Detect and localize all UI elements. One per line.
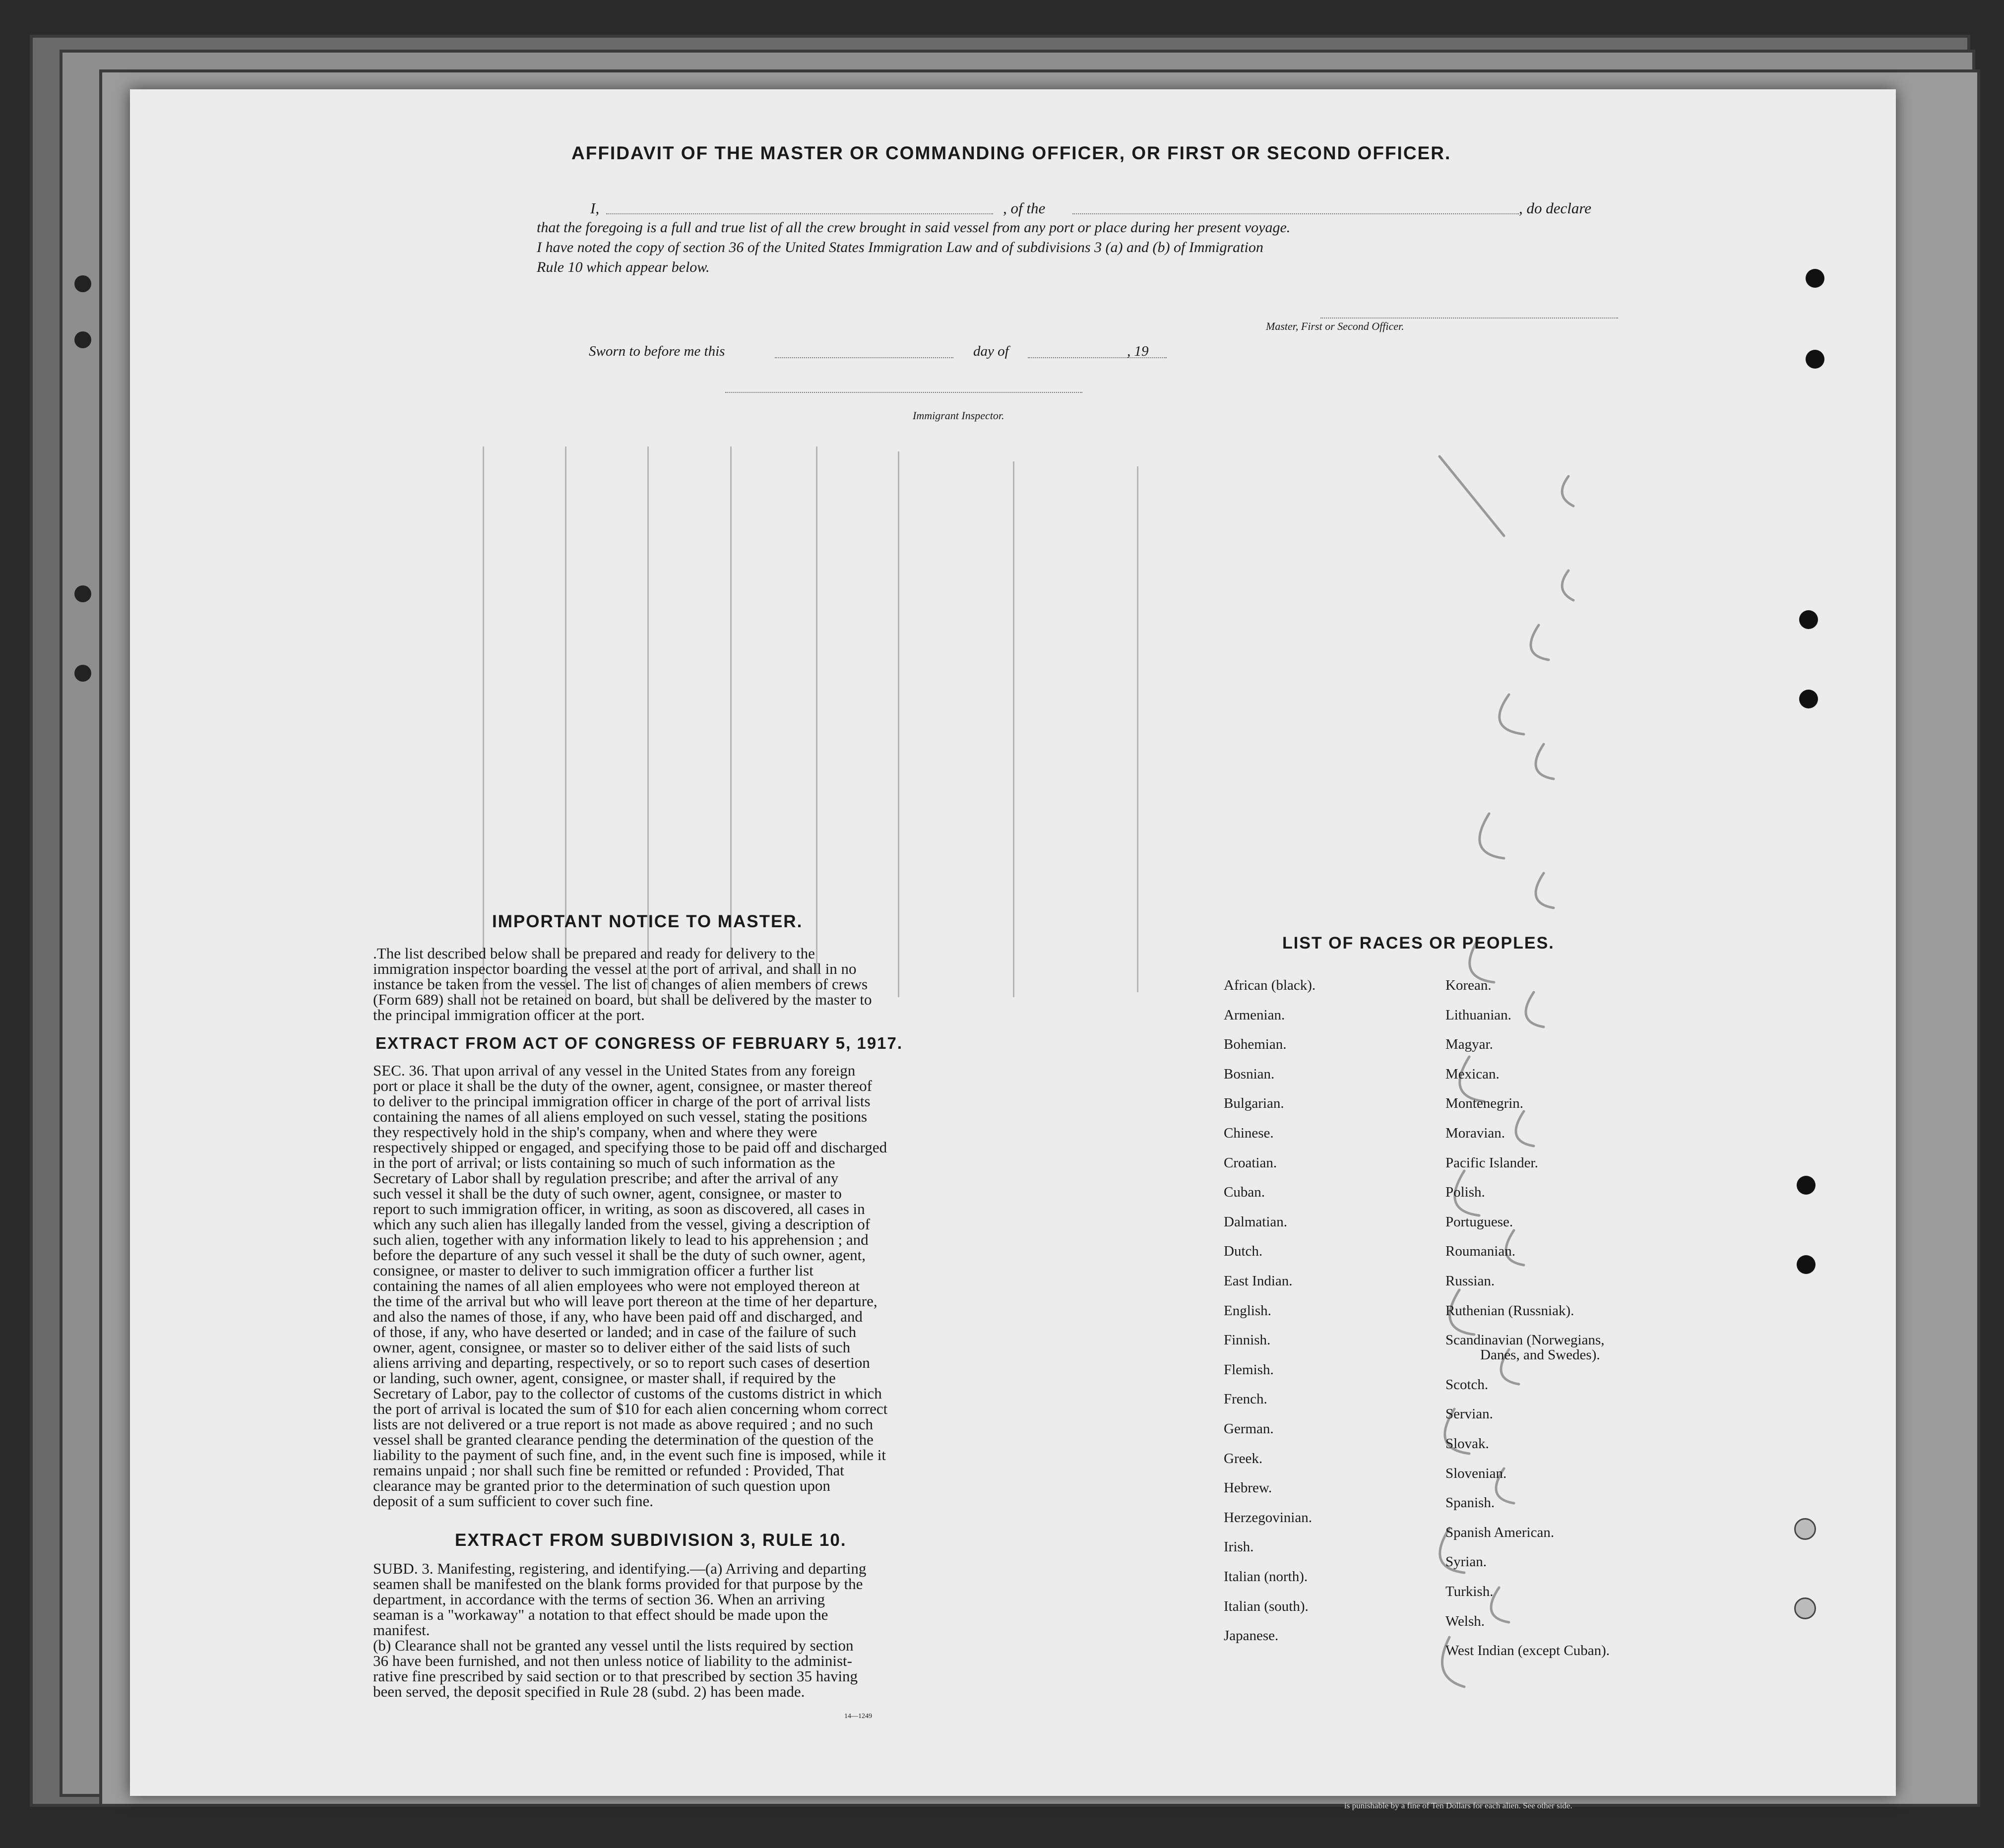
race-item: East Indian. xyxy=(1224,1273,1293,1289)
race-item: Ruthenian (Russniak). xyxy=(1445,1302,1574,1319)
act-line: report to such immigration officer, in writing, as soon as discovered, all cases in xyxy=(373,1200,865,1217)
act-line: such vessel it shall be the duty of such owner, agent, consignee, or master to xyxy=(373,1185,842,1202)
act-line: to deliver to the principal immigration officer in charge of the port of arrival lists xyxy=(373,1092,871,1110)
race-item: Dutch. xyxy=(1224,1243,1263,1260)
race-item: African (black). xyxy=(1224,977,1316,993)
act-line: they respectively hold in the ship's company, when and where they were xyxy=(373,1123,817,1141)
notice-title: IMPORTANT NOTICE TO MASTER. xyxy=(492,912,803,931)
vessel-blank-line xyxy=(1072,213,1519,214)
act-line: the port of arrival is located the sum of $10 for each alien concerning whom correct xyxy=(373,1400,888,1417)
race-item: Croatian. xyxy=(1224,1154,1277,1171)
act-line: of those, if any, who have deserted or landed; and in case of the failure of such xyxy=(373,1323,857,1340)
binder-hole xyxy=(1806,350,1824,369)
race-item: Herzegovinian. xyxy=(1224,1509,1312,1526)
affidavit-line-2: that the foregoing is a full and true list of all the crew brought in said vessel from any port or place during her present voyage. xyxy=(537,219,1291,236)
race-item: Flemish. xyxy=(1224,1361,1274,1378)
subdivision-title: EXTRACT FROM SUBDIVISION 3, RULE 10. xyxy=(455,1530,847,1550)
act-title: EXTRACT FROM ACT OF CONGRESS OF FEBRUARY 5, 1917. xyxy=(376,1034,903,1052)
race-item: Bohemian. xyxy=(1224,1036,1287,1053)
binder-hole xyxy=(1799,610,1818,629)
race-item: Portuguese. xyxy=(1445,1213,1513,1230)
act-line: SEC. 36. That upon arrival of any vessel in the United States from any foreign xyxy=(373,1062,856,1079)
binder-hole xyxy=(1806,269,1824,288)
form-number: 14—1249 xyxy=(844,1713,872,1720)
race-item: Greek. xyxy=(1224,1450,1263,1466)
act-line: before the departure of any such vessel it shall be the duty of such owner, agent, xyxy=(373,1246,866,1264)
race-item: Lithuanian. xyxy=(1445,1007,1511,1023)
act-line: and also the names of those, if any, who have been paid off and discharged, and xyxy=(373,1308,863,1325)
year-label: , 19 xyxy=(1127,343,1149,359)
subdivision-line: SUBD. 3. Manifesting, registering, and identifying.—(a) Arriving and departing xyxy=(373,1560,867,1577)
race-item: Dalmatian. xyxy=(1224,1213,1288,1230)
race-item: Danes, and Swedes). xyxy=(1480,1347,1600,1363)
act-line: Secretary of Labor, pay to the collector of customs of the customs district in which xyxy=(373,1385,882,1402)
subdivision-line: department, in accordance with the terms of section 36. When an arriving xyxy=(373,1591,825,1608)
act-line: which any such alien has illegally landed from the vessel, giving a description of xyxy=(373,1215,871,1233)
affidavit-of-the: , of the xyxy=(1003,199,1046,217)
race-item: Montenegrin. xyxy=(1445,1095,1524,1112)
race-item: Armenian. xyxy=(1224,1007,1285,1023)
notice-line: the principal immigration officer at the port. xyxy=(373,1006,645,1023)
act-line: port or place it shall be the duty of the owner, agent, consignee, or master thereof xyxy=(373,1077,872,1094)
column-rule xyxy=(1013,461,1014,997)
race-item: Cuban. xyxy=(1224,1184,1265,1201)
race-item: Chinese. xyxy=(1224,1125,1274,1141)
race-item: Italian (south). xyxy=(1224,1598,1309,1614)
binder-hole xyxy=(1797,1255,1816,1274)
act-line: respectively shipped or engaged, and specifying those to be paid off and discharged xyxy=(373,1139,887,1156)
race-item: Spanish. xyxy=(1445,1495,1495,1511)
affidavit-line-3: I have noted the copy of section 36 of the United States Immigration Law and of subdivisions 3 (a) and (b) of Immigration xyxy=(537,239,1263,255)
race-item: Roumanian. xyxy=(1445,1243,1515,1260)
race-item: Mexican. xyxy=(1445,1066,1500,1082)
act-line: deposit of a sum sufficient to cover such fine. xyxy=(373,1492,654,1510)
binder-hole xyxy=(1799,690,1818,708)
binder-hole xyxy=(74,331,91,348)
race-item: Korean. xyxy=(1445,977,1492,993)
race-item: French. xyxy=(1224,1391,1267,1407)
act-line: Secretary of Labor shall by regulation prescribe; and after the arrival of any xyxy=(373,1169,839,1187)
column-rule xyxy=(1137,466,1138,992)
race-item: Magyar. xyxy=(1445,1036,1493,1053)
day-blank-line xyxy=(775,357,953,358)
subdivision-line: seamen shall be manifested on the blank forms provided for that purpose by the xyxy=(373,1575,863,1593)
act-line: containing the names of all aliens employed on such vessel, stating the positions xyxy=(373,1108,868,1125)
race-item: Servian. xyxy=(1445,1406,1493,1422)
binder-hole xyxy=(1794,1518,1816,1540)
act-line: clearance may be granted prior to the determination of such question upon xyxy=(373,1477,830,1494)
race-item: Scandinavian (Norwegians, xyxy=(1445,1332,1605,1348)
affidavit-i: I, xyxy=(590,199,600,217)
act-line: the time of the arrival but who will leave port thereon at the time of her departure, xyxy=(373,1292,877,1310)
notice-line: (Form 689) shall not be retained on board, but shall be delivered by the master to xyxy=(373,991,872,1008)
binder-hole xyxy=(1797,1176,1816,1195)
race-item: Italian (north). xyxy=(1224,1569,1308,1585)
act-line: consignee, or master to deliver to such immigration officer a further list xyxy=(373,1262,814,1279)
races-title: LIST OF RACES OR PEOPLES. xyxy=(1282,934,1555,953)
inspector-caption: Immigrant Inspector. xyxy=(913,409,1004,422)
act-line: or landing, such owner, agent, consignee, or master shall, if required by the xyxy=(373,1369,836,1387)
notice-line: .The list described below shall be prepared and ready for delivery to the xyxy=(373,945,815,962)
race-item: Welsh. xyxy=(1445,1613,1485,1629)
inspector-signature-line xyxy=(725,392,1082,393)
race-item: English. xyxy=(1224,1302,1271,1319)
affidavit-title: AFFIDAVIT OF THE MASTER OR COMMANDING OFFICER, OR FIRST OR SECOND OFFICER. xyxy=(571,143,1451,163)
race-item: Irish. xyxy=(1224,1539,1254,1555)
race-item: Moravian. xyxy=(1445,1125,1505,1141)
binder-hole xyxy=(74,585,91,602)
column-rule xyxy=(816,446,817,997)
race-item: Turkish. xyxy=(1445,1584,1494,1599)
act-line: in the port of arrival; or lists containing so much of such information as the xyxy=(373,1154,835,1171)
race-item: Japanese. xyxy=(1224,1628,1279,1644)
name-blank-line xyxy=(606,213,993,214)
act-line: such alien, together with any information likely to lead to his apprehension ; and xyxy=(373,1231,869,1248)
sworn-label: Sworn to before me this xyxy=(589,343,725,359)
signature-line xyxy=(1320,318,1618,319)
act-line: remains unpaid ; nor shall such fine be remitted or refunded : Provided, That xyxy=(373,1462,844,1479)
affidavit-line-4: Rule 10 which appear below. xyxy=(537,259,710,275)
race-item: Hebrew. xyxy=(1224,1480,1272,1496)
act-line: liability to the payment of such fine, and, in the event such fine is imposed, while it xyxy=(373,1446,886,1464)
race-item: West Indian (except Cuban). xyxy=(1445,1643,1610,1659)
act-body xyxy=(373,1063,1077,1509)
column-rule xyxy=(898,451,899,997)
binder-hole xyxy=(74,665,91,682)
subdivision-line: manifest. xyxy=(373,1621,430,1639)
act-line: aliens arriving and departing, respectively, or so to report such cases of desertion xyxy=(373,1354,870,1371)
notice-line: instance be taken from the vessel. The list of changes of alien members of crews xyxy=(373,975,868,993)
act-line: lists are not delivered or a true report is not made as above required ; and no such xyxy=(373,1415,874,1433)
binder-hole xyxy=(74,275,91,292)
race-item: Russian. xyxy=(1445,1273,1495,1289)
subdivision-line: been served, the deposit specified in Rule 28 (subd. 2) has been made. xyxy=(373,1683,805,1700)
subdivision-line: rative fine prescribed by said section or to that prescribed by section 35 having xyxy=(373,1667,858,1685)
race-item: Bulgarian. xyxy=(1224,1095,1284,1112)
affidavit-do-declare: , do declare xyxy=(1519,199,1592,217)
column-rule xyxy=(483,446,484,997)
race-item: Polish. xyxy=(1445,1184,1485,1201)
binder-hole xyxy=(1794,1597,1816,1619)
subdivision-line: 36 have been furnished, and not then unless notice of liability to the administ- xyxy=(373,1652,852,1669)
race-item: Bosnian. xyxy=(1224,1066,1275,1082)
race-item: Slovak. xyxy=(1445,1436,1489,1452)
subdivision-line: (b) Clearance shall not be granted any vessel until the lists required by section xyxy=(373,1637,854,1654)
race-item: Syrian. xyxy=(1445,1554,1487,1570)
signature-caption: Master, First or Second Officer. xyxy=(1266,320,1404,332)
race-item: Pacific Islander. xyxy=(1445,1154,1538,1171)
act-line: vessel shall be granted clearance pending the determination of the question of the xyxy=(373,1431,874,1448)
race-item: German. xyxy=(1224,1421,1274,1437)
race-item: Slovenian. xyxy=(1445,1465,1507,1481)
subdivision-line: seaman is a "workaway" a notation to that effect should be made upon the xyxy=(373,1606,828,1623)
act-line: containing the names of all alien employees who were not employed thereon at xyxy=(373,1277,860,1294)
notice-body xyxy=(373,946,1077,1022)
race-item: Spanish American. xyxy=(1445,1524,1555,1540)
act-line: owner, agent, consignee, or master so to deliver either of the said lists of such xyxy=(373,1338,851,1356)
notice-line: immigration inspector boarding the vessel at the port of arrival, and shall in no xyxy=(373,960,857,977)
document-page xyxy=(130,89,1896,1796)
day-of-label: day of xyxy=(973,343,1009,359)
footer-note: is punishable by a fine of Ten Dollars for each alien. See other side. xyxy=(1344,1801,1572,1810)
race-item: Finnish. xyxy=(1224,1332,1271,1348)
race-item: Scotch. xyxy=(1445,1376,1489,1393)
subdivision-body xyxy=(373,1561,1077,1699)
